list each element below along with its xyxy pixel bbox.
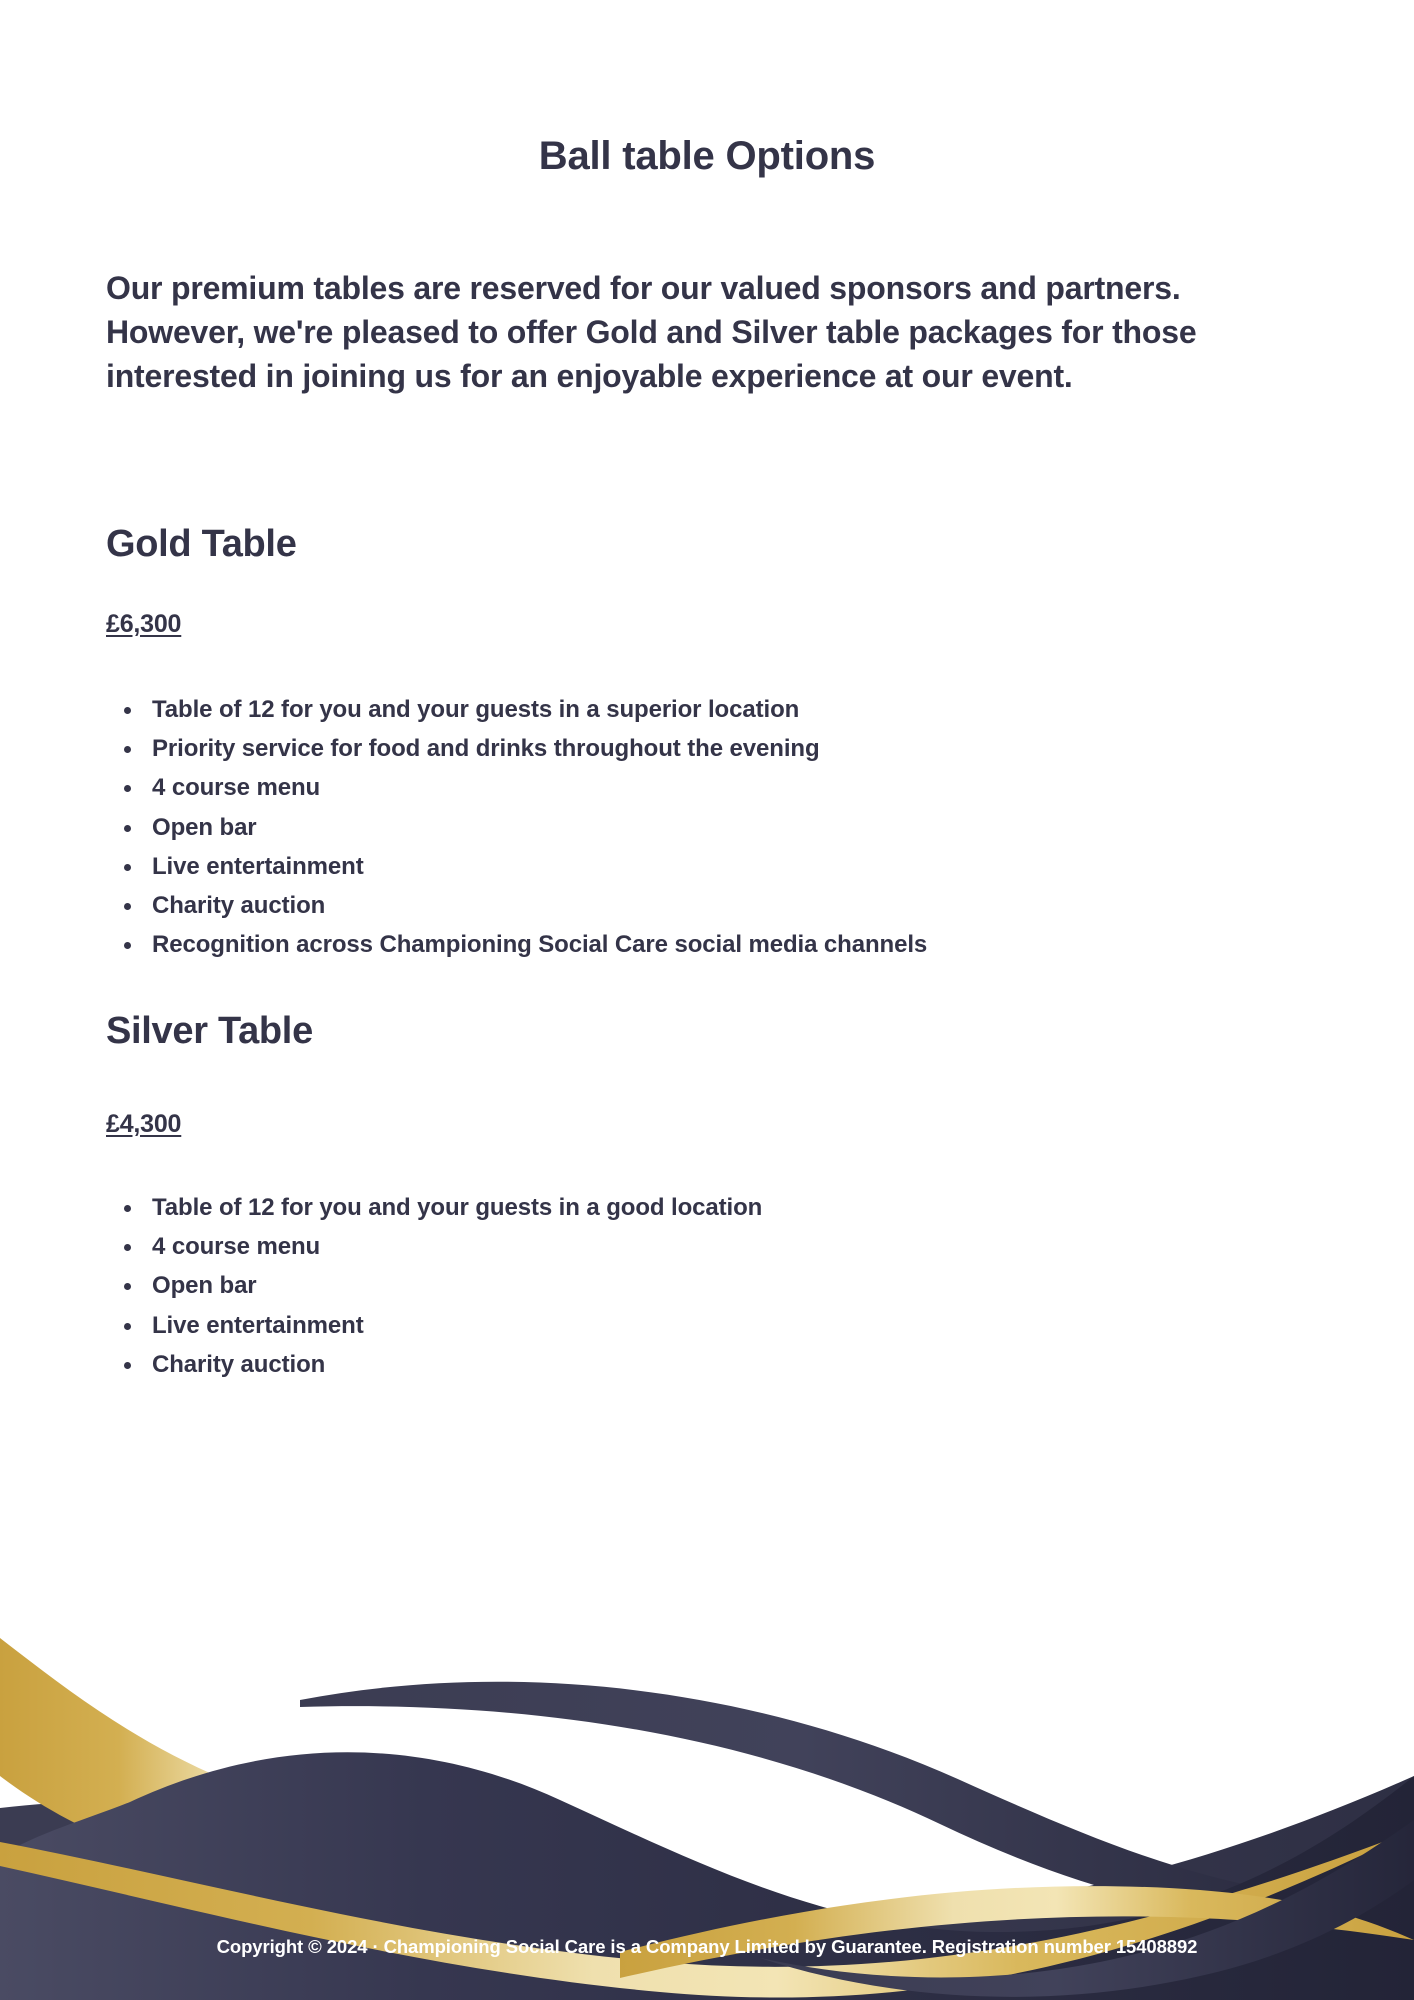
list-item	[152, 1188, 1332, 1227]
list-item	[152, 690, 1332, 729]
list-item	[152, 768, 1332, 807]
list-item-label: Table of 12 for you and your guests in a good location	[152, 1194, 763, 1221]
list-item	[152, 925, 1332, 964]
list-item-label: Priority service for food and drinks throughout the evening	[152, 735, 820, 763]
list-item	[152, 808, 1332, 847]
list-item	[152, 1266, 1332, 1305]
list-item-label: Live entertainment	[152, 1311, 364, 1339]
footer-copyright: Copyright © 2024 · Championing Social Care is a Company Limited by Guarantee. Registration number 15408892	[216, 1936, 1198, 1957]
list-item	[152, 847, 1332, 886]
list-item-label: Charity auction	[152, 892, 326, 920]
bullet-icon	[124, 1362, 131, 1369]
silver-table-price: £4,300	[106, 1110, 182, 1138]
list-item-label: Open bar	[152, 1272, 257, 1300]
bullet-icon	[124, 1283, 131, 1290]
list-item-label: Charity auction	[152, 1350, 326, 1378]
bullet-icon	[124, 746, 131, 753]
list-item	[152, 1306, 1332, 1345]
bullet-icon	[124, 942, 131, 949]
bullet-icon	[124, 1205, 131, 1212]
bullet-icon	[124, 707, 131, 714]
gold-table-price: £6,300	[106, 610, 182, 638]
bullet-icon	[124, 1323, 131, 1330]
silver-table-heading: Silver Table	[106, 1010, 313, 1052]
list-item-label: Live entertainment	[152, 852, 364, 880]
list-item-label: Table of 12 for you and your guests in a superior location	[152, 696, 800, 723]
list-item-label: 4 course menu	[152, 774, 321, 802]
list-item-label: 4 course menu	[152, 1233, 321, 1261]
page-title: Ball table Options	[538, 134, 876, 178]
list-item-label: Open bar	[152, 813, 257, 841]
intro-paragraph: Our premium tables are reserved for our valued sponsors and partners. However, we're pleased to offer Gold and Silver table packages for those interested in joining us for an enjoyable experience at our event.	[106, 270, 1197, 395]
list-item	[152, 1227, 1332, 1266]
bullet-icon	[124, 1244, 131, 1251]
bullet-icon	[124, 785, 131, 792]
bullet-icon	[124, 864, 131, 871]
gold-table-feature-list	[106, 690, 1332, 964]
bullet-icon	[124, 825, 131, 832]
list-item	[152, 886, 1332, 925]
gold-table-heading: Gold Table	[106, 523, 297, 565]
list-item	[152, 729, 1332, 768]
silver-table-feature-list	[106, 1188, 1332, 1384]
list-item	[152, 1345, 1332, 1384]
list-item-label: Recognition across Championing Social Care social media channels	[152, 931, 928, 959]
bullet-icon	[124, 903, 131, 910]
